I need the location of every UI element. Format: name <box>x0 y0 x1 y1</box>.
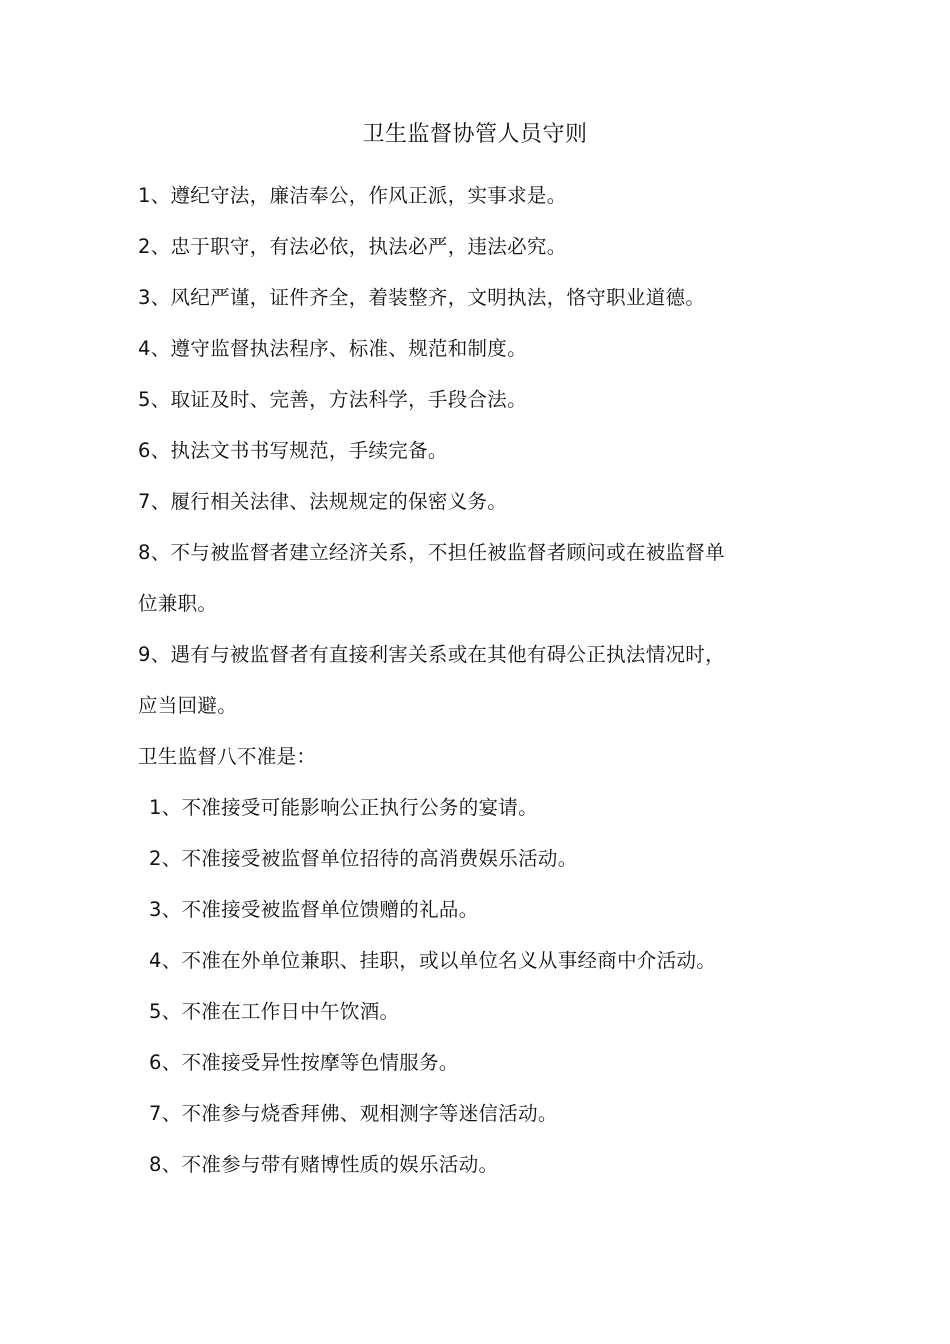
prohibitions-heading: 卫生监督八不准是： <box>138 745 317 768</box>
rule-item-9-line-2: 应当回避。 <box>138 694 238 717</box>
prohibition-item-5: 5、不准在工作日中午饮酒。 <box>149 1000 400 1023</box>
prohibition-item-3: 3、不准接受被监督单位馈赠的礼品。 <box>149 898 479 921</box>
prohibition-item-1: 1、不准接受可能影响公正执行公务的宴请。 <box>149 796 538 819</box>
prohibition-item-6: 6、不准接受异性按摩等色情服务。 <box>149 1051 459 1074</box>
prohibition-item-8: 8、不准参与带有赌博性质的娱乐活动。 <box>149 1153 499 1176</box>
rule-item-6: 6、执法文书书写规范，手续完备。 <box>138 439 448 462</box>
rule-item-9-line-1: 9、遇有与被监督者有直接利害关系或在其他有碍公正执法情况时， <box>138 643 725 666</box>
rule-item-4: 4、遵守监督执法程序、标准、规范和制度。 <box>138 337 527 360</box>
rule-item-1: 1、遵纪守法，廉洁奉公，作风正派，实事求是。 <box>138 184 567 207</box>
rule-item-3: 3、风纪严谨，证件齐全，着装整齐，文明执法，恪守职业道德。 <box>138 286 706 309</box>
prohibition-item-7: 7、不准参与烧香拜佛、观相测字等迷信活动。 <box>149 1102 558 1125</box>
rule-item-8-line-2: 位兼职。 <box>138 592 218 615</box>
prohibition-item-2: 2、不准接受被监督单位招待的高消费娱乐活动。 <box>149 847 578 870</box>
rule-item-7: 7、履行相关法律、法规规定的保密义务。 <box>138 490 508 513</box>
prohibition-item-4: 4、不准在外单位兼职、挂职，或以单位名义从事经商中介活动。 <box>149 949 717 972</box>
document-title: 卫生监督协管人员守则 <box>362 122 588 147</box>
rule-item-8-line-1: 8、不与被监督者建立经济关系，不担任被监督者顾问或在被监督单 <box>138 541 725 564</box>
rule-item-2: 2、忠于职守，有法必依，执法必严，违法必究。 <box>138 235 567 258</box>
document-body <box>138 170 818 1190</box>
rule-item-5: 5、取证及时、完善，方法科学，手段合法。 <box>138 388 527 411</box>
